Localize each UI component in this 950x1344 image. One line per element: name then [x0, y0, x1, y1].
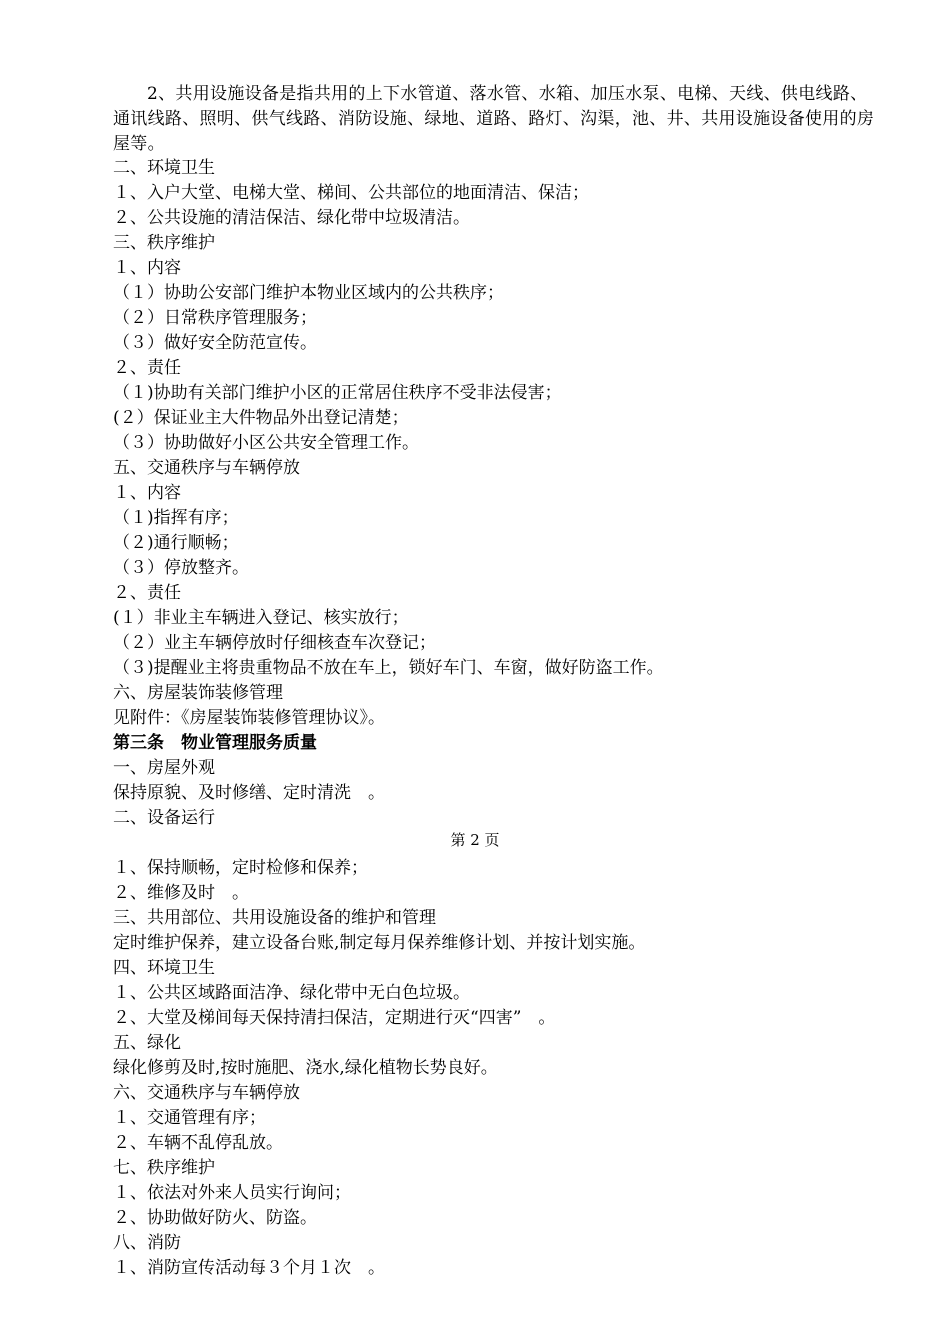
text-line: 保持原貌、及时修缮、定时清洗 。 [113, 783, 385, 803]
heading-traffic-parking: 五、交通秩序与车辆停放 [113, 458, 300, 478]
paragraph-shared-facilities: 2、共用设施设备是指共用的上下水管道、落水管、水箱、加压水泵、电梯、天线、供电线路、通讯线路、照明、供气线路、消防设施、绿地、道路、路灯、沟渠，池、井、共用设施设备使用的房屋等。 [113, 84, 875, 154]
heading-greening: 五、绿化 [113, 1033, 181, 1053]
heading-equipment-operation: 二、设备运行 [113, 808, 215, 828]
list-item: １、依法对外来人员实行询问； [113, 1183, 351, 1203]
list-item: ２、维修及时 。 [113, 883, 249, 903]
heading-order-maintenance: 三、秩序维护 [113, 233, 215, 253]
list-item: ２、车辆不乱停乱放。 [113, 1133, 283, 1153]
list-item: （２)通行顺畅； [113, 533, 239, 553]
heading-order-maintenance: 七、秩序维护 [113, 1158, 215, 1178]
subheading-content: １、内容 [113, 258, 181, 278]
list-item: （１)协助有关部门维护小区的正常居住秩序不受非法侵害； [113, 383, 562, 403]
list-item: （３）停放整齐。 [113, 558, 249, 578]
list-item: （２）日常秩序管理服务； [113, 308, 317, 328]
subheading-responsibility: ２、责任 [113, 358, 181, 378]
heading-building-appearance: 一、房屋外观 [113, 758, 215, 778]
list-item: （１)指挥有序； [113, 508, 239, 528]
text-line: 定时维护保养，建立设备台账,制定每月保养维修计划、并按计划实施。 [113, 933, 646, 953]
page-number: 第 2 页 [450, 831, 500, 849]
heading-decoration-management: 六、房屋装饰装修管理 [113, 683, 283, 703]
text-line: 绿化修剪及时,按时施肥、浇水,绿化植物长势良好。 [113, 1058, 498, 1078]
subheading-content: １、内容 [113, 483, 181, 503]
list-item: （２）业主车辆停放时仔细核查车次登记； [113, 633, 436, 653]
list-item: ２、协助做好防火、防盗。 [113, 1208, 317, 1228]
list-item: （１）协助公安部门维护本物业区域内的公共秩序； [113, 283, 504, 303]
list-item: （３）做好安全防范宣传。 [113, 333, 317, 353]
list-item: １、入户大堂、电梯大堂、梯间、公共部位的地面清洁、保洁； [113, 183, 589, 203]
heading-environment-hygiene: 四、环境卫生 [113, 958, 215, 978]
attachment-reference: 见附件：《房屋装饰装修管理协议》。 [113, 708, 385, 728]
list-item: (２）保证业主大件物品外出登记清楚； [113, 408, 409, 428]
list-item: (１）非业主车辆进入登记、核实放行； [113, 608, 409, 628]
list-item: １、公共区域路面洁净、绿化带中无白色垃圾。 [113, 983, 470, 1003]
article-three-heading: 第三条 物业管理服务质量 [113, 733, 317, 753]
list-item: （３)提醒业主将贵重物品不放在车上，锁好车门、车窗，做好防盗工作。 [113, 658, 664, 678]
subheading-responsibility: ２、责任 [113, 583, 181, 603]
heading-environment-hygiene: 二、环境卫生 [113, 158, 215, 178]
list-item: １、消防宣传活动每３个月１次 。 [113, 1258, 385, 1278]
list-item: ２、大堂及梯间每天保持清扫保洁，定期进行灭“四害” 。 [113, 1008, 556, 1028]
heading-traffic-parking: 六、交通秩序与车辆停放 [113, 1083, 300, 1103]
list-item: ２、公共设施的清洁保洁、绿化带中垃圾清洁。 [113, 208, 470, 228]
list-item: （３）协助做好小区公共安全管理工作。 [113, 433, 419, 453]
heading-fire-protection: 八、消防 [113, 1233, 181, 1253]
list-item: １、保持顺畅，定时检修和保养； [113, 858, 368, 878]
list-item: １、交通管理有序； [113, 1108, 266, 1128]
heading-common-facilities-maintenance: 三、共用部位、共用设施设备的维护和管理 [113, 908, 436, 928]
